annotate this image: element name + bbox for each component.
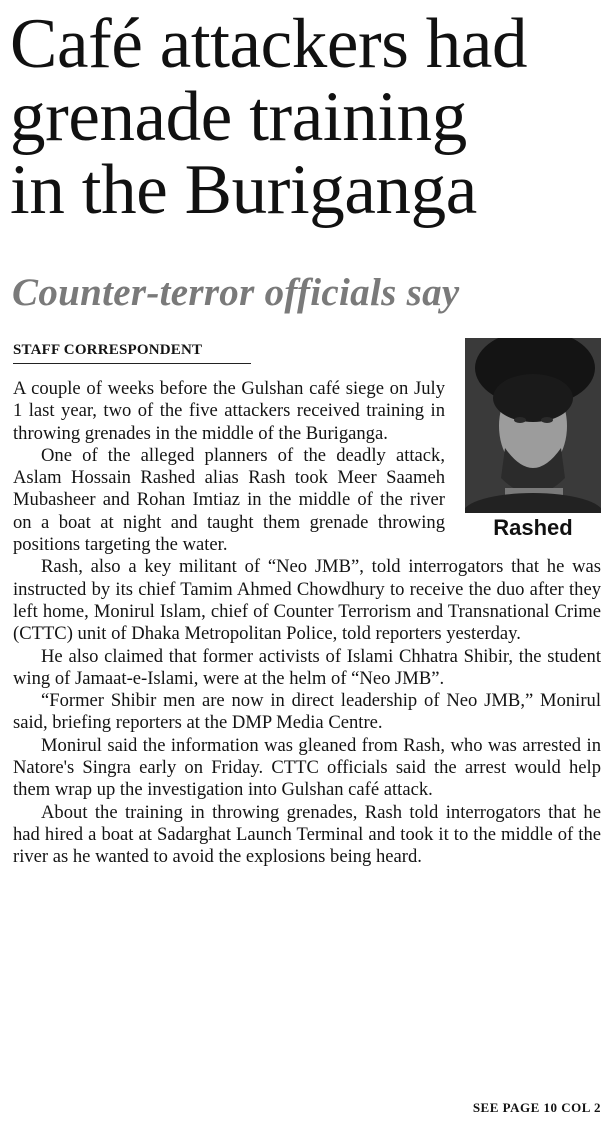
headline-line: Café attackers had <box>10 5 528 83</box>
headline-line: grenade training <box>10 78 467 156</box>
paragraph: One of the alleged planners of the deadly attack, Aslam Hossain Rashed alias Rash took Meer Saameh Mubasheer and Rohan Imtiaz in the middle of the river on a boat at night and taught them grenade throwing positions targeting the water. <box>13 444 445 556</box>
paragraph: About the training in throwing grenades, Rash told interrogators that he had hired a boat at Sadarghat Launch Terminal and took it to the middle of the river as he wanted to avoid the explosions being heard. <box>13 801 601 868</box>
subheadline: Counter-terror officials say <box>12 271 460 314</box>
photo-float-spacer <box>445 378 601 552</box>
article-body <box>13 378 601 869</box>
photo-caption: Rashed <box>493 515 573 540</box>
headline-line: in the Buriganga <box>10 151 477 229</box>
paragraph: “Former Shibir men are now in direct leadership of Neo JMB,” Monirul said, briefing reporters at the DMP Media Centre. <box>13 690 601 734</box>
paragraph: A couple of weeks before the Gulshan café siege on July 1 last year, two of the five attackers received training in throwing grenades in the middle of the Buriganga. <box>13 378 445 444</box>
byline: STAFF CORRESPONDENT <box>13 342 251 364</box>
paragraph: He also claimed that former activists of Islami Chhatra Shibir, the student wing of Jamaat-e-Islami, were at the helm of “Neo JMB”. <box>13 645 601 689</box>
continuation-jump-link[interactable]: SEE PAGE 10 COL 2 <box>472 1100 601 1115</box>
paragraph: Monirul said the information was gleaned from Rash, who was arrested in Natore's Singra early on Friday. CTTC officials said the arrest would help them wrap up the investigation into Gulshan café attack. <box>13 734 601 801</box>
headline <box>10 5 610 229</box>
paragraph: Rash, also a key militant of “Neo JMB”, told interrogators that he was instructed by its chief Tamim Ahmed Chowdhury to receive the duo after they left home, Monirul Islam, chief of Counter Terrorism and Transnational Crime (CTTC) unit of Dhaka Metropolitan Police, told reporters yesterday. <box>13 556 601 645</box>
